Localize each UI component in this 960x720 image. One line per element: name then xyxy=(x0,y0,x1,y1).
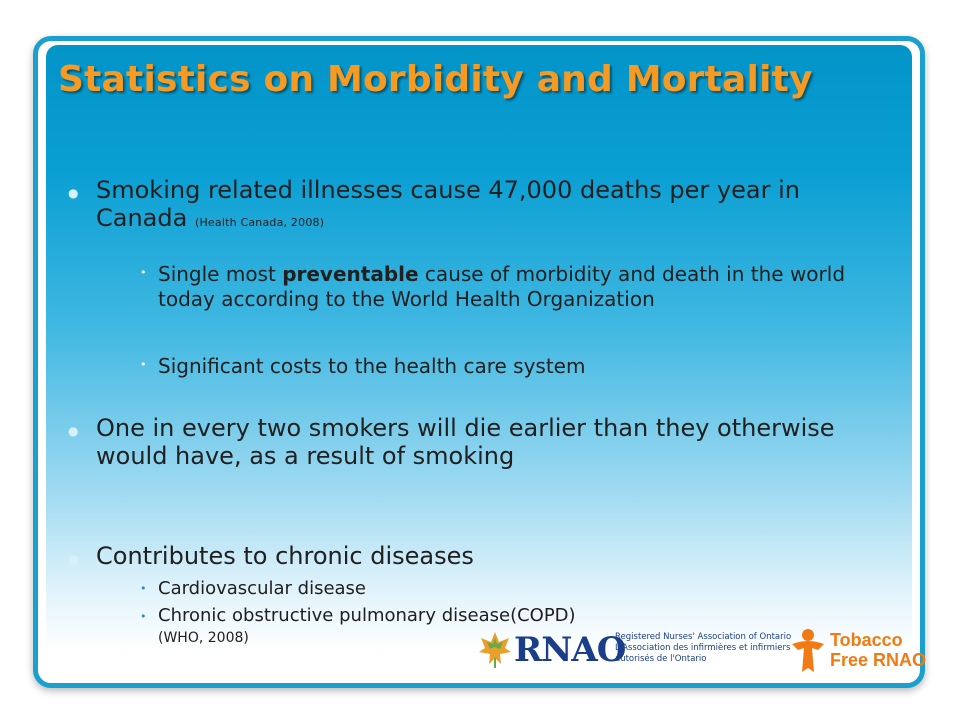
rnao-tagline xyxy=(615,632,791,665)
rnao-wordmark: RNAO xyxy=(514,630,626,670)
bullet-1-citation: (Health Canada, 2008) xyxy=(194,216,325,229)
tobacco-free-line-2: Free RNAO xyxy=(830,650,927,670)
bullet-dot: ● xyxy=(68,186,79,200)
tobacco-free-line-1: Tobacco xyxy=(830,630,903,650)
rnao-logo xyxy=(478,630,792,670)
sub-1-text-pre: Single most xyxy=(158,262,283,286)
sub-bullet-dot: • xyxy=(140,610,147,623)
bullet-3-sub-2: Chronic obstructive pulmonary disease(COPD) xyxy=(158,605,576,626)
bullet-3: Contributes to chronic diseases xyxy=(96,542,474,570)
bullet-2: One in every two smokers will die earlier than they otherwise would have, as a result of smoking xyxy=(96,414,835,470)
rnao-tagline-1: Registered Nurses' Association of Ontario xyxy=(615,632,792,642)
tobacco-free-logo xyxy=(788,628,927,674)
bullet-1-sub-2: Significant costs to the health care system xyxy=(158,354,586,378)
bullet-dot: ● xyxy=(68,552,79,566)
tobacco-free-text xyxy=(830,630,926,670)
rnao-maple-icon xyxy=(478,630,512,670)
rnao-tagline-3: autorisés de l'Ontario xyxy=(615,654,707,664)
tobacco-free-figure-icon xyxy=(788,628,828,674)
sub-1-text-post: cause of morbidity and death in the world today according to the World Health Organization xyxy=(158,262,846,311)
bullet-1-text: Smoking related illnesses cause 47,000 deaths per year in Canada xyxy=(96,176,800,232)
bullet-1 xyxy=(96,176,866,237)
sub-bullet-dot: • xyxy=(140,358,147,371)
who-citation: (WHO, 2008) xyxy=(158,630,249,646)
sub-bullet-dot: • xyxy=(140,582,147,595)
sub-1-text-bold: preventable xyxy=(282,262,419,286)
sub-bullet-dot: • xyxy=(140,266,147,279)
rnao-tagline-2: L'Association des infirmières et infirmiers xyxy=(615,643,791,653)
bullet-dot: ● xyxy=(68,424,79,438)
bullet-1-sub-1 xyxy=(158,262,878,312)
slide-title: Statistics on Morbidity and Mortality xyxy=(58,59,813,100)
bullet-3-sub-1: Cardiovascular disease xyxy=(158,578,367,599)
